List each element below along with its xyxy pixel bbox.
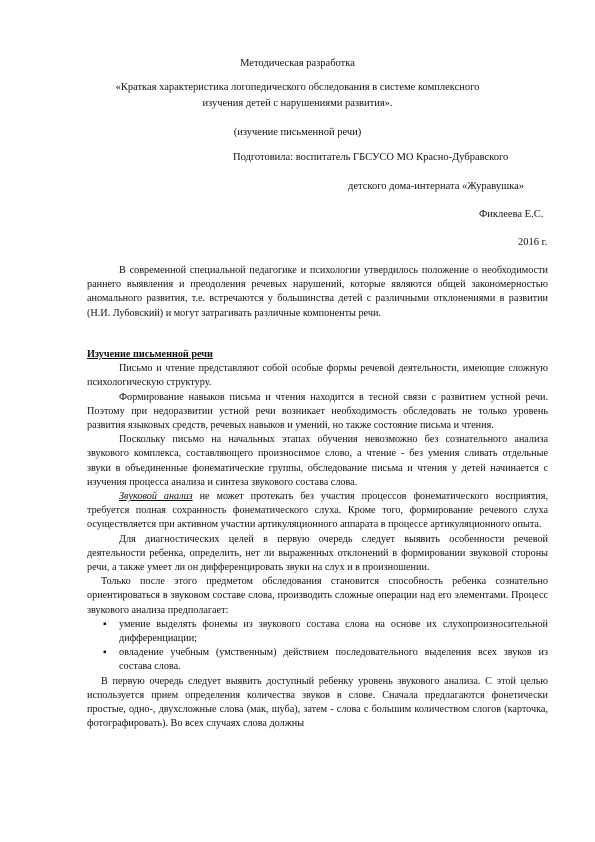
doc-title-line-1: «Краткая характеристика логопедического обследования в системе комплексного [115, 82, 480, 93]
paragraph: Только после этого предметом обследования становится способность ребенка сознательно ориентироваться в звуковом составе слова, производить сложные операции над его элементами. Процесс звукового анализа предполагает: [87, 576, 548, 616]
paragraph: Поскольку письмо на начальных этапах обучения невозможно без сознательного анализа звукового комплекса, составляющего произносимое слово, а чтение - без умения сливать отдельные звуки в объединенные фонематические группы, обследование письма и чтения у детей начинается с изучения процесса анализа и синтеза звукового состава слова. [87, 434, 548, 488]
list-item [87, 646, 548, 674]
intro-paragraph: В современной специальной педагогике и психологии утвердилось положение о необходимости раннего выявления и преодоления речевых нарушений, которые являются общей закономерностью аномального развития, т.е. встречаются у большинства детей с различными отклонениями в развитии (Н.И. Лубовский) и могут затрагивать различные компоненты речи. [87, 265, 548, 319]
bullet-icon: ▪ [103, 618, 107, 630]
author-name: Фиклеева Е.С. [479, 209, 544, 220]
author-line-1: Подготовила: воспитатель ГБСУСО МО Красно-Дубравского [233, 152, 509, 163]
author-line-2: детского дома-интерната «Журавушка» [348, 181, 525, 192]
bullet-icon: ▪ [103, 647, 107, 659]
paragraph: Для диагностических целей в первую очередь следует выявить особенности речевой деятельности ребенка, определить, нет ли выраженных отклонений в формировании звуковой стороны речи, а также умеет ли он дифференцировать звуки на слух и в произношении. [87, 533, 548, 574]
doc-subtitle: (изучение письменной речи) [233, 127, 362, 138]
year: 2016 г. [518, 237, 548, 248]
doc-title-line-2: изучения детей с нарушениями развития». [202, 98, 393, 109]
list-item-text: овладение учебным (умственным) действием последовательного выделения всех звуков из состава слова. [119, 647, 548, 673]
paragraph [87, 490, 548, 533]
section-heading: Изучение письменной речи [87, 349, 213, 360]
list-item-text: умение выделять фонемы из звукового состава слова на основе их слухопроизносительной дифференциации; [119, 618, 548, 645]
paragraph: Формирование навыков письма и чтения находится в тесной связи с развитием устной речи. Поэтому при недоразвитии устной речи возникает необходимость обследовать не только уровень развития языковых средств, речевых навыков и умений, но также состояние письма и чтения. [87, 391, 548, 432]
main-text [87, 348, 548, 731]
doc-type-title: Методическая разработка [240, 58, 355, 69]
bullet-list [87, 618, 548, 675]
term-sound-analysis: Звуковой анализ [119, 491, 193, 503]
list-item [87, 618, 548, 646]
paragraph: В первую очередь следует выявить доступный ребенку уровень звукового анализа. С этой целью используется прием определения количества звуков в слове. Сначала предлагаются фонетически простые, одно-, двухсложные слова (мак, шуба), затем - слова с большим количеством слогов (карточка, фотографировать). Во всех случаях слова должны [87, 675, 548, 730]
paragraph: Письмо и чтение представляют собой особые формы речевой деятельности, имеющие сложную психологическую структуру. [87, 363, 548, 389]
intro-block [87, 264, 548, 321]
paragraph-text: не может протекать без участия процессов фонематического восприятия, требуется полная сохранность фонематического слуха. Кроме того, формирование речевого слуха осуществляется при активном участии артикуляционного аппарата в процессе артикуляционного опыта. [87, 491, 548, 531]
